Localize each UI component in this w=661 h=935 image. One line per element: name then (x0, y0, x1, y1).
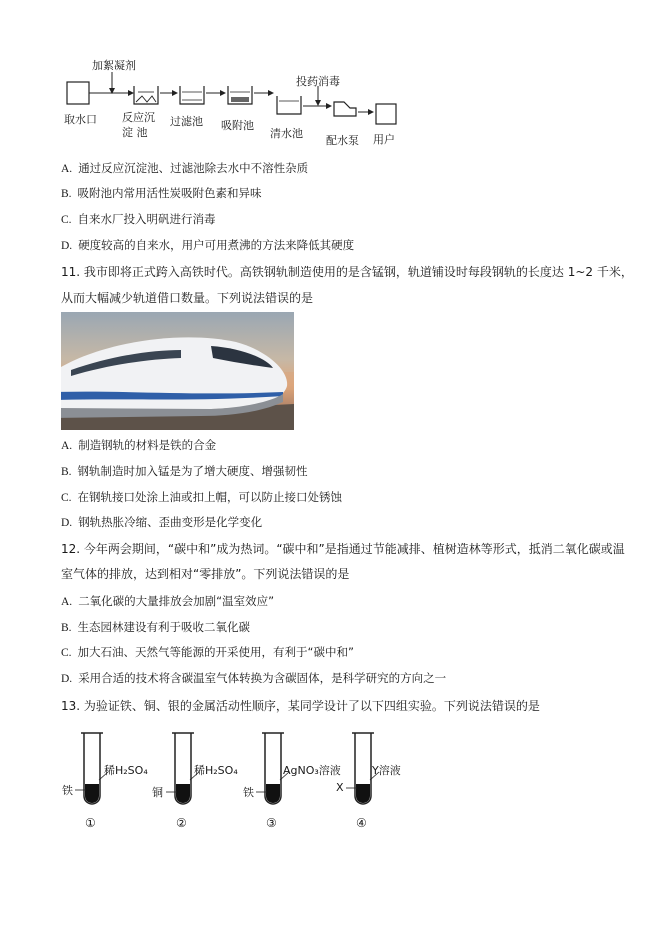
step-filter-label: 过滤池 (170, 115, 203, 128)
q12-option-a: A. 二氧化碳的大量排放会加剧“温室效应” (61, 594, 275, 608)
q11-option-a: A. 制造钢轨的材料是铁的合金 (61, 438, 217, 452)
q11-stem-line1: 11. 我市即将正式跨入高铁时代。高铁钢轨制造使用的是含锰钢，轨道铺设时每段钢轨的长度达 1~2 千米， (61, 265, 633, 279)
q11-option-b: B. 钢轨制造时加入锰是为了增大硬度、增强韧性 (61, 464, 308, 478)
q11-option-c: C. 在钢轨接口处涂上油或扣上帽，可以防止接口处锈蚀 (61, 490, 343, 504)
step-clearwater-label: 清水池 (270, 127, 303, 140)
tube-3-reagent-label: AgNO₃溶液 (283, 764, 341, 777)
q11-option-d: D. 钢轨热胀冷缩、歪曲变形是化学变化 (61, 515, 263, 529)
q12-stem-line1: 12. 今年两会期间，“碳中和”成为热词。“碳中和”是指通过节能减排、植树造林等形式，抵消二氧化碳或温 (61, 542, 625, 556)
q12-stem-line2: 室气体的排放，达到相对“零排放”。下列说法错误的是 (61, 567, 350, 581)
tube-1-reagent-label: 稀H₂SO₄ (104, 764, 148, 777)
q12-option-b: B. 生态园林建设有利于吸收二氧化碳 (61, 620, 251, 634)
step-user-label: 用户 (373, 133, 395, 146)
q10-option-a: A. 通过反应沉淀池、过滤池除去水中不溶性杂质 (61, 161, 309, 175)
q10-option-c: C. 自来水厂投入明矾进行消毒 (61, 212, 216, 226)
tube-4-number: ④ (356, 816, 367, 830)
tube-4-metal-label: X (336, 781, 344, 794)
tube-2-reagent-label: 稀H₂SO₄ (194, 764, 238, 777)
disinfect-label: 投药消毒 (296, 75, 340, 88)
step-adsorption-label: 吸附池 (221, 119, 254, 132)
tube-4-reagent-label: Y溶液 (372, 764, 401, 777)
tube-1-metal-label: 铁 (62, 784, 73, 797)
q12-option-d: D. 采用合适的技术将含碳温室气体转换为含碳固体，是科学研究的方向之一 (61, 671, 447, 685)
q10-option-d: D. 硬度较高的自来水，用户可用煮沸的方法来降低其硬度 (61, 238, 355, 252)
q10-option-b: B. 吸附池内常用活性炭吸附色素和异味 (61, 186, 262, 200)
tube-1-number: ① (85, 816, 96, 830)
coagulant-label: 加絮凝剂 (92, 59, 136, 72)
tube-2-number: ② (176, 816, 187, 830)
q11-stem-line2: 从而大幅减少轨道借口数量。下列说法错误的是 (61, 291, 314, 305)
q12-option-c: C. 加大石油、天然气等能源的开采使用，有利于“碳中和” (61, 645, 354, 659)
step-intake-label: 取水口 (64, 113, 97, 126)
tube-2-metal-label: 铜 (152, 786, 163, 799)
tube-3-number: ③ (266, 816, 277, 830)
step-pump-label: 配水泵 (326, 134, 359, 147)
step-reaction-line2: 淀 池 (122, 126, 148, 139)
tube-3-metal-label: 铁 (243, 786, 254, 799)
step-reaction-line1: 反应沉 (122, 111, 155, 124)
q13-stem: 13. 为验证铁、铜、银的金属活动性顺序，某同学设计了以下四组实验。下列说法错误的是 (61, 699, 540, 713)
